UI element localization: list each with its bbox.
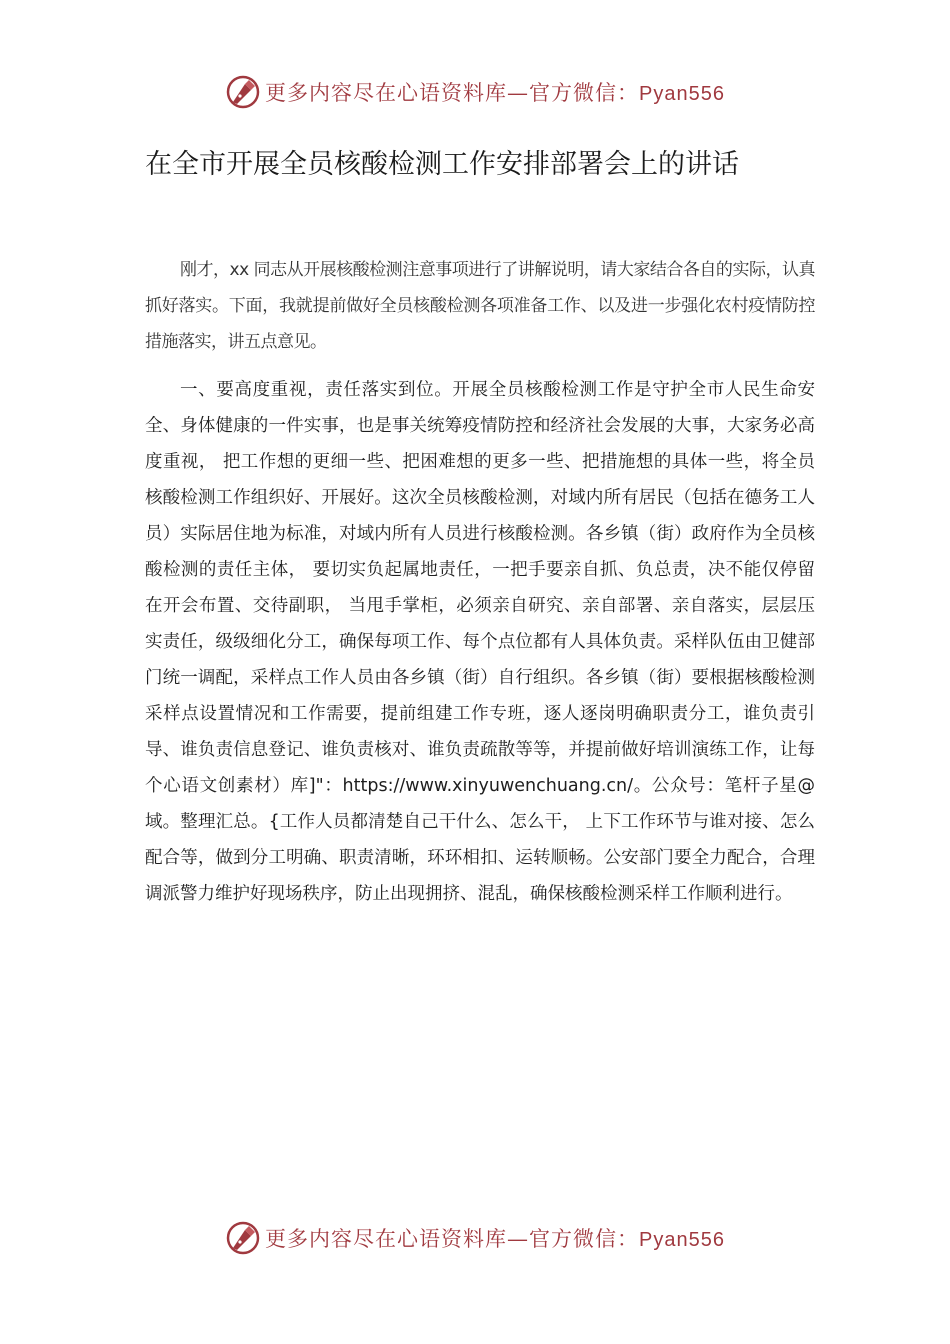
banner-text-group <box>265 77 725 107</box>
header-banner <box>0 70 950 114</box>
banner-library-text: 更多内容尽在心语资料库 <box>265 1227 508 1251</box>
banner-text-group <box>265 1223 725 1253</box>
banner-dash: — <box>507 1227 530 1251</box>
intro-paragraph: 刚才，xx 同志从开展核酸检测注意事项进行了讲解说明，请大家结合各自的实际，认真抓好落实。下面，我就提前做好全员核酸检测各项准备工作、以及进一步强化农村疫情防控措施落实，讲五点意见。 <box>145 260 815 352</box>
banner-wechat-id: Pyan556 <box>639 83 725 105</box>
pen-nib-logo-icon <box>225 74 261 110</box>
document-title: 在全市开展全员核酸检测工作安排部署会上的讲话 <box>145 149 739 180</box>
banner-wechat-label: 官方微信： <box>529 81 640 105</box>
banner-wechat-id: Pyan556 <box>639 1229 725 1251</box>
banner-wechat-label: 官方微信： <box>529 1227 640 1251</box>
footer-banner <box>0 1216 950 1260</box>
pen-nib-logo-icon <box>225 1220 261 1256</box>
banner-dash: — <box>507 81 530 105</box>
section-one-paragraph: 一、要高度重视，责任落实到位。开展全员核酸检测工作是守护全市人民生命安全、身体健康的一件实事，也是事关统筹疫情防控和经济社会发展的大事，大家务必高度重视， 把工作想的更细一些、把困难想的更多一些、把措施想的具体一些，将全员核酸检测工作组织好、开展好。这次全员核酸检测，对域内所有居民（包括在德务工人员）实际居住地为标准，对域内所有人员进行核酸检测。各乡镇（街）政府作为全员核酸检测的责任主体， 要切实负起属地责任，一把手要亲自抓、负总责，决不能仅停留在开会布置、交待副职， 当甩手掌柜，必须亲自研究、亲自部署、亲自落实，层层压实责任，级级细化分工，确保每项工作、每个点位都有人具体负责。采样队伍由卫健部门统一调配，采样点工作人员由各乡镇（街）自行组织。各乡镇（街）要根据核酸检测采样点设置情况和工作需要，提前组建工作专班，逐人逐岗明确职责分工，谁负责引导、谁负责信息登记、谁负责核对、谁负责疏散等等，并提前做好培训演练工作，让每个心语文创素材）库]"：https://www.xinyuwenchuang.cn/。公众号：笔杆子星@域。整理汇总。{工作人员都清楚自己干什么、怎么干， 上下工作环节与谁对接、怎么配合等，做到分工明确、职责清晰，环环相扣、运转顺畅。公安部门要全力配合，合理调派警力维护好现场秩序，防止出现拥挤、混乱，确保核酸检测采样工作顺利进行。 <box>145 380 815 904</box>
banner-library-text: 更多内容尽在心语资料库 <box>265 81 508 105</box>
